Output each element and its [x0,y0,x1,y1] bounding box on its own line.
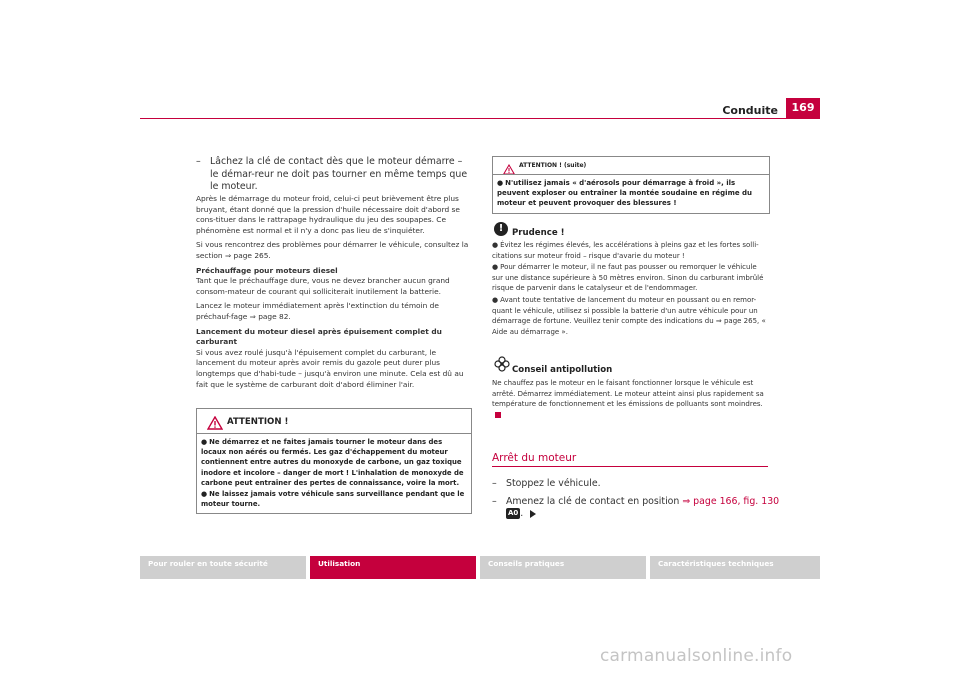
environment-body [492,378,768,420]
warning-triangle-icon [503,160,515,179]
step-dash: – [492,478,497,489]
heading-diesel-empty: Lancement du moteur diesel après épuisement complet du carburant [196,326,442,347]
step-text: Amenez la clé de contact en position [506,496,680,507]
left-body [196,194,472,394]
paragraph-preheating-light: Lancez le moteur immédiatement après l'extinction du témoin de préchauf-fage ⇒ page 82. [196,301,439,321]
warning-continued-divider [493,174,769,175]
step-text: Stoppez le véhicule. [506,478,601,489]
header-divider [140,118,820,119]
section-end-marker [495,412,501,418]
bullet: ● [497,179,504,187]
step-period: . [520,508,524,519]
step-dash: – [492,496,497,507]
bullet: ● [492,241,499,249]
warning-continued-body [497,178,765,209]
environment-title: Conseil antipollution [512,365,613,375]
page-title: Conduite [722,104,778,117]
lead-dash: – [196,156,201,167]
warning-divider [197,433,471,434]
paragraph-cold-start: Après le démarrage du moteur froid, celui-ci peut brièvement être plus bruyant, étant donné que la pression d'huile nécessaire doit d'abord se cons-tituer dans le rattrapage hydraulique du jeu des soupapes. Ce phénomène est normal et il n'y a donc pas lieu de s'inquiéter. [196,194,460,235]
warning-item-unattended: Ne laissez jamais votre véhicule sans surveillance pendant que le moteur tourne. [201,490,465,509]
paragraph-diesel-empty: Si vous avez roulé jusqu'à l'épuisement complet du carburant, le lancement du moteur après avoir remis du gazole peut durer plus longtemps que d'habi-tude – jusqu'à environ une minute. Cela est dû au fait que le système de carburant doit d'abord éliminer l'air. [196,347,464,389]
caution-header [492,222,768,238]
paragraph-preheating: Tant que le préchauffage dure, vous ne devez brancher aucun grand consom-mateur de courant qui solliciterait inutilement la batterie. [196,276,450,296]
footer-tab-technical-specs[interactable]: Caractéristiques techniques [650,556,820,579]
exclamation-icon: ! [494,222,508,236]
caution-item-towing: Pour démarrer le moteur, il ne faut pas pousser ou remorquer le véhicule sur une distance supérieure à 50 mètres environ. Sinon du carburant imbrûlé risque de parvenir dans le catalyseur et de l'endommager. [492,263,764,293]
step-ignition-position [492,496,782,520]
caution-body [492,240,768,338]
lead-instruction [196,156,472,194]
flower-icon [494,356,510,376]
caution-item-cold-engine: Évitez les régimes élevés, les accélérations à pleins gaz et les fortes solli-citations sur moteur froid – risque d'avarie du moteur ! [492,241,759,260]
bullet: ● [492,295,499,304]
step-stop-vehicle [492,478,782,490]
paragraph-start-problems: Si vous rencontrez des problèmes pour démarrer le véhicule, consultez la section ⇒ page 265. [196,240,469,260]
environment-header [492,356,768,376]
continue-arrow-icon [530,510,536,518]
warning-title: ATTENTION ! [227,417,289,427]
bullet: ● [201,438,208,446]
bullet: ● [201,490,208,499]
footer-tab-safety[interactable]: Pour rouler en toute sécurité [140,556,306,579]
warning-item-closed-rooms: Ne démarrez et ne faites jamais tourner le moteur dans des locaux non aérés ou fermés. Les gaz d'échappement du moteur contiennent entre autres du monoxyde de carbone, un gaz toxique inodore et incolore – danger de mort ! L'inhalation de monoxyde de carbone peut entraîner des pertes de connaissance, voire la mort. [201,438,464,487]
footer-tab-usage[interactable]: Utilisation [310,556,476,579]
heading-preheating: Préchauffage pour moteurs diesel [196,265,338,275]
warning-item-aerosols: N'utilisez jamais « d'aérosols pour démarrage à froid », ils peuvent exploser ou entraîner la montée soudaine en régime du moteur et peuvent provoquer des blessures ! [497,179,753,208]
warning-continued-box [492,156,770,214]
section-divider [492,466,768,467]
key-position-badge: A0 [508,509,519,517]
footer-tab-practical-tips[interactable]: Conseils pratiques [480,556,646,579]
environment-text: Ne chauffez pas le moteur en le faisant fonctionner lorsque le véhicule est arrêté. Démarrez immédiatement. Le moteur atteint ainsi plus rapidement sa température de fonctionnement et les émissions de polluants sont moindres. [492,379,764,409]
caution-title: Prudence ! [512,228,565,238]
watermark: carmanualsonline.info [600,646,793,666]
warning-body [201,437,467,510]
caution-item-jump-start: Avant toute tentative de lancement du moteur en poussant ou en remor-quant le véhicule, utilisez si possible la batterie d'un autre véhicule pour un démarrage de fortune. Veuillez tenir compte des indications du ⇒ page 265, « Aide au démarrage ». [492,295,766,336]
warning-box [196,408,472,514]
page-number: 169 [786,98,820,118]
warning-continued-title: ATTENTION ! (suite) [519,162,587,169]
bullet: ● [492,263,499,272]
warning-triangle-icon [207,415,223,434]
section-title-engine-stop: Arrêt du moteur [492,452,577,464]
page-reference-link[interactable]: ⇒ page 166, fig. 130 [682,496,780,507]
lead-text: Lâchez la clé de contact dès que le moteur démarre – le démar-reur ne doit pas tourner en même temps que le moteur. [210,156,468,192]
